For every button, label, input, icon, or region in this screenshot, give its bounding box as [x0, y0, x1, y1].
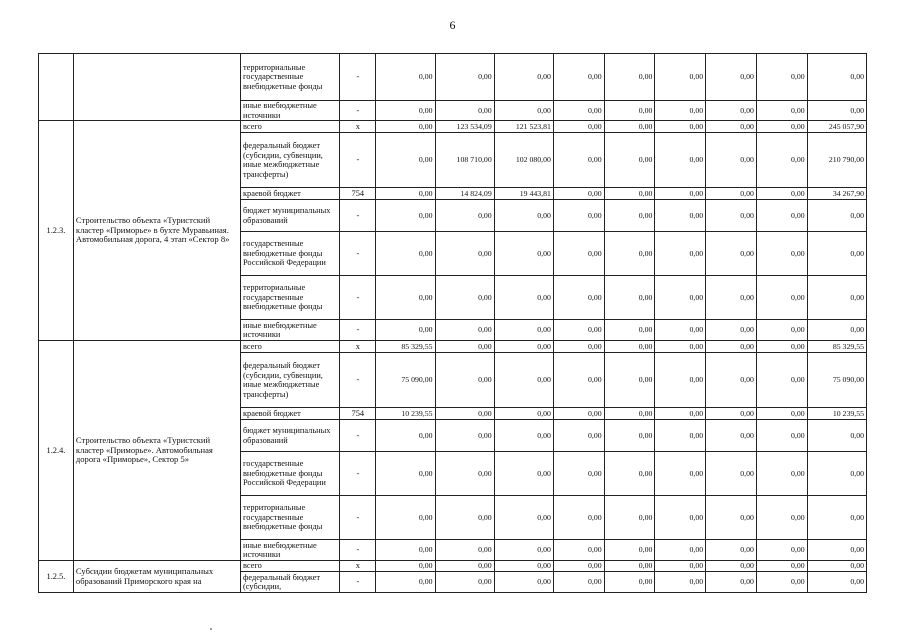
total-value-cell: 34 267,90 [807, 188, 866, 200]
value-cell: 0,00 [604, 54, 655, 101]
value-cell: 0,00 [494, 54, 553, 101]
value-cell: 0,00 [376, 540, 435, 561]
group-title-cell [73, 54, 240, 121]
page-number: 6 [449, 18, 456, 32]
budget-table [38, 53, 867, 593]
value-cell: 0,00 [553, 420, 604, 452]
value-cell: 0,00 [706, 276, 757, 320]
value-cell: 0,00 [706, 572, 757, 593]
funding-source-cell: бюджет муниципальных образований [240, 200, 339, 232]
group-number-cell: 1.2.4. [39, 341, 74, 561]
value-cell: 0,00 [604, 320, 655, 341]
value-cell: 0,00 [655, 133, 706, 188]
total-value-cell: 75 090,00 [807, 353, 866, 408]
value-cell: 0,00 [706, 101, 757, 121]
funding-source-cell: федеральный бюджет (субсидии, субвенции, иные межбюджетные трансферты) [240, 133, 339, 188]
total-value-cell: 0,00 [807, 452, 866, 496]
funding-source-cell: иные внебюджетные источники [240, 540, 339, 561]
value-cell: 0,00 [756, 276, 807, 320]
total-value-cell: 10 239,55 [807, 408, 866, 420]
value-cell: 0,00 [756, 496, 807, 540]
funding-source-cell: всего [240, 561, 339, 572]
table-row [39, 121, 867, 133]
value-cell: 0,00 [494, 276, 553, 320]
value-cell: 0,00 [553, 408, 604, 420]
value-cell: 0,00 [604, 276, 655, 320]
total-value-cell: 245 057,90 [807, 121, 866, 133]
value-cell: 0,00 [553, 540, 604, 561]
value-cell: 123 534,09 [435, 121, 494, 133]
value-cell: 0,00 [706, 420, 757, 452]
budget-code-cell: - [340, 540, 376, 561]
funding-source-cell: всего [240, 121, 339, 133]
value-cell: 0,00 [756, 133, 807, 188]
value-cell: 0,00 [376, 133, 435, 188]
value-cell: 0,00 [376, 420, 435, 452]
total-value-cell: 0,00 [807, 232, 866, 276]
value-cell: 0,00 [706, 496, 757, 540]
value-cell: 0,00 [494, 561, 553, 572]
budget-code-cell: 754 [340, 408, 376, 420]
value-cell: 0,00 [376, 232, 435, 276]
value-cell: 0,00 [376, 200, 435, 232]
value-cell: 0,00 [655, 420, 706, 452]
budget-code-cell: - [340, 101, 376, 121]
value-cell: 0,00 [435, 408, 494, 420]
value-cell: 0,00 [756, 353, 807, 408]
value-cell: 0,00 [494, 320, 553, 341]
value-cell: 0,00 [553, 320, 604, 341]
group-title-cell: Строительство объекта «Туристский кластер «Приморье» в бухте Муравьиная. Автомобильная дорога, 4 этап «Сектор 8» [73, 121, 240, 341]
value-cell: 0,00 [655, 496, 706, 540]
budget-code-cell: 754 [340, 188, 376, 200]
value-cell: 0,00 [553, 133, 604, 188]
value-cell: 0,00 [756, 188, 807, 200]
total-value-cell: 0,00 [807, 101, 866, 121]
table-row [39, 561, 867, 572]
value-cell: 0,00 [376, 121, 435, 133]
value-cell: 0,00 [553, 121, 604, 133]
value-cell: 0,00 [553, 452, 604, 496]
value-cell: 0,00 [435, 561, 494, 572]
value-cell: 0,00 [553, 341, 604, 353]
value-cell: 10 239,55 [376, 408, 435, 420]
value-cell: 0,00 [435, 320, 494, 341]
value-cell: 0,00 [435, 200, 494, 232]
value-cell: 0,00 [604, 232, 655, 276]
value-cell: 0,00 [494, 420, 553, 452]
group-number-cell: 1.2.3. [39, 121, 74, 341]
funding-source-cell: иные внебюджетные источники [240, 101, 339, 121]
value-cell: 0,00 [553, 188, 604, 200]
total-value-cell: 210 790,00 [807, 133, 866, 188]
budget-code-cell: - [340, 353, 376, 408]
value-cell: 0,00 [706, 561, 757, 572]
value-cell: 0,00 [604, 121, 655, 133]
funding-source-cell: территориальные государственные внебюджетные фонды [240, 496, 339, 540]
value-cell: 0,00 [655, 101, 706, 121]
budget-code-cell: - [340, 54, 376, 101]
scan-dot [210, 628, 212, 630]
value-cell: 0,00 [376, 496, 435, 540]
value-cell: 0,00 [655, 188, 706, 200]
table-row [39, 341, 867, 353]
budget-code-cell: - [340, 276, 376, 320]
value-cell: 0,00 [435, 276, 494, 320]
value-cell: 0,00 [553, 200, 604, 232]
value-cell: 0,00 [655, 572, 706, 593]
funding-source-cell: краевой бюджет [240, 188, 339, 200]
value-cell: 0,00 [706, 320, 757, 341]
value-cell: 0,00 [494, 408, 553, 420]
value-cell: 0,00 [435, 353, 494, 408]
value-cell: 0,00 [756, 540, 807, 561]
budget-code-cell: - [340, 420, 376, 452]
funding-source-cell: бюджет муниципальных образований [240, 420, 339, 452]
total-value-cell: 0,00 [807, 320, 866, 341]
value-cell: 0,00 [756, 232, 807, 276]
group-title-cell: Строительство объекта «Туристский кластер «Приморье». Автомобильная дорога «Приморье», Сектор 5» [73, 341, 240, 561]
total-value-cell: 0,00 [807, 200, 866, 232]
value-cell: 0,00 [756, 408, 807, 420]
value-cell: 0,00 [706, 200, 757, 232]
funding-source-cell: государственные внебюджетные фонды Российской Федерации [240, 452, 339, 496]
value-cell: 0,00 [494, 200, 553, 232]
value-cell: 0,00 [553, 54, 604, 101]
value-cell: 0,00 [706, 232, 757, 276]
total-value-cell: 0,00 [807, 540, 866, 561]
value-cell: 0,00 [655, 353, 706, 408]
value-cell: 0,00 [553, 232, 604, 276]
value-cell: 0,00 [494, 101, 553, 121]
value-cell: 0,00 [706, 540, 757, 561]
value-cell: 0,00 [655, 408, 706, 420]
funding-source-cell: территориальные государственные внебюджетные фонды [240, 54, 339, 101]
value-cell: 0,00 [553, 496, 604, 540]
value-cell: 0,00 [604, 561, 655, 572]
funding-source-cell: краевой бюджет [240, 408, 339, 420]
value-cell: 0,00 [376, 188, 435, 200]
funding-source-cell: территориальные государственные внебюджетные фонды [240, 276, 339, 320]
value-cell: 0,00 [435, 452, 494, 496]
value-cell: 0,00 [604, 496, 655, 540]
value-cell: 14 824,09 [435, 188, 494, 200]
value-cell: 0,00 [604, 540, 655, 561]
value-cell: 0,00 [604, 101, 655, 121]
value-cell: 0,00 [553, 101, 604, 121]
value-cell: 0,00 [494, 540, 553, 561]
value-cell: 121 523,81 [494, 121, 553, 133]
value-cell: 0,00 [435, 54, 494, 101]
value-cell: 0,00 [706, 341, 757, 353]
value-cell: 0,00 [435, 232, 494, 276]
total-value-cell: 0,00 [807, 572, 866, 593]
value-cell: 0,00 [435, 572, 494, 593]
value-cell: 0,00 [553, 276, 604, 320]
value-cell: 108 710,00 [435, 133, 494, 188]
value-cell: 0,00 [494, 496, 553, 540]
value-cell: 0,00 [655, 341, 706, 353]
value-cell: 19 443,81 [494, 188, 553, 200]
value-cell: 0,00 [706, 452, 757, 496]
value-cell: 0,00 [655, 54, 706, 101]
value-cell: 0,00 [376, 320, 435, 341]
value-cell: 0,00 [376, 54, 435, 101]
value-cell: 0,00 [604, 408, 655, 420]
value-cell: 0,00 [494, 572, 553, 593]
value-cell: 0,00 [655, 200, 706, 232]
group-title-cell: Субсидии бюджетам муниципальных образований Приморского края на [73, 561, 240, 593]
value-cell: 0,00 [604, 341, 655, 353]
value-cell: 0,00 [435, 341, 494, 353]
budget-code-cell: - [340, 232, 376, 276]
value-cell: 0,00 [655, 276, 706, 320]
value-cell: 0,00 [756, 572, 807, 593]
value-cell: 0,00 [655, 232, 706, 276]
funding-source-cell: иные внебюджетные источники [240, 320, 339, 341]
value-cell: 0,00 [604, 200, 655, 232]
value-cell: 0,00 [706, 121, 757, 133]
value-cell: 0,00 [756, 320, 807, 341]
value-cell: 0,00 [376, 452, 435, 496]
value-cell: 0,00 [376, 561, 435, 572]
funding-source-cell: государственные внебюджетные фонды Российской Федерации [240, 232, 339, 276]
value-cell: 0,00 [706, 408, 757, 420]
value-cell: 0,00 [553, 353, 604, 408]
value-cell: 0,00 [756, 101, 807, 121]
total-value-cell: 0,00 [807, 496, 866, 540]
value-cell: 0,00 [494, 341, 553, 353]
value-cell: 0,00 [376, 276, 435, 320]
budget-code-cell: - [340, 496, 376, 540]
funding-source-cell: всего [240, 341, 339, 353]
value-cell: 0,00 [756, 561, 807, 572]
value-cell: 85 329,55 [376, 341, 435, 353]
value-cell: 0,00 [494, 452, 553, 496]
total-value-cell: 0,00 [807, 276, 866, 320]
value-cell: 0,00 [376, 572, 435, 593]
value-cell: 0,00 [435, 540, 494, 561]
value-cell: 0,00 [756, 341, 807, 353]
value-cell: 0,00 [706, 353, 757, 408]
budget-code-cell: x [340, 561, 376, 572]
budget-code-cell: - [340, 200, 376, 232]
funding-source-cell: федеральный бюджет (субсидии, субвенции, иные межбюджетные трансферты) [240, 353, 339, 408]
value-cell: 0,00 [756, 200, 807, 232]
value-cell: 0,00 [604, 353, 655, 408]
budget-code-cell: - [340, 452, 376, 496]
total-value-cell: 85 329,55 [807, 341, 866, 353]
value-cell: 0,00 [655, 320, 706, 341]
group-number-cell [39, 54, 74, 121]
total-value-cell: 0,00 [807, 561, 866, 572]
value-cell: 0,00 [435, 101, 494, 121]
value-cell: 0,00 [604, 188, 655, 200]
value-cell: 0,00 [706, 188, 757, 200]
value-cell: 0,00 [706, 54, 757, 101]
value-cell: 0,00 [553, 561, 604, 572]
value-cell: 0,00 [604, 133, 655, 188]
value-cell: 0,00 [604, 572, 655, 593]
value-cell: 0,00 [756, 121, 807, 133]
value-cell: 75 090,00 [376, 353, 435, 408]
value-cell: 0,00 [376, 101, 435, 121]
value-cell: 0,00 [655, 561, 706, 572]
value-cell: 0,00 [604, 452, 655, 496]
budget-code-cell: - [340, 572, 376, 593]
value-cell: 0,00 [494, 232, 553, 276]
table-row [39, 54, 867, 101]
value-cell: 0,00 [655, 540, 706, 561]
value-cell: 0,00 [756, 452, 807, 496]
table-body [39, 54, 867, 593]
value-cell: 0,00 [706, 133, 757, 188]
total-value-cell: 0,00 [807, 420, 866, 452]
budget-code-cell: - [340, 133, 376, 188]
group-number-cell: 1.2.5. [39, 561, 74, 593]
funding-source-cell: федеральный бюджет (субсидии, [240, 572, 339, 593]
value-cell: 0,00 [553, 572, 604, 593]
value-cell: 0,00 [655, 121, 706, 133]
budget-code-cell: x [340, 341, 376, 353]
budget-code-cell: - [340, 320, 376, 341]
value-cell: 0,00 [435, 496, 494, 540]
value-cell: 0,00 [655, 452, 706, 496]
value-cell: 0,00 [756, 420, 807, 452]
value-cell: 0,00 [494, 353, 553, 408]
total-value-cell: 0,00 [807, 54, 866, 101]
value-cell: 0,00 [435, 420, 494, 452]
value-cell: 0,00 [604, 420, 655, 452]
budget-code-cell: x [340, 121, 376, 133]
value-cell: 102 080,00 [494, 133, 553, 188]
value-cell: 0,00 [756, 54, 807, 101]
